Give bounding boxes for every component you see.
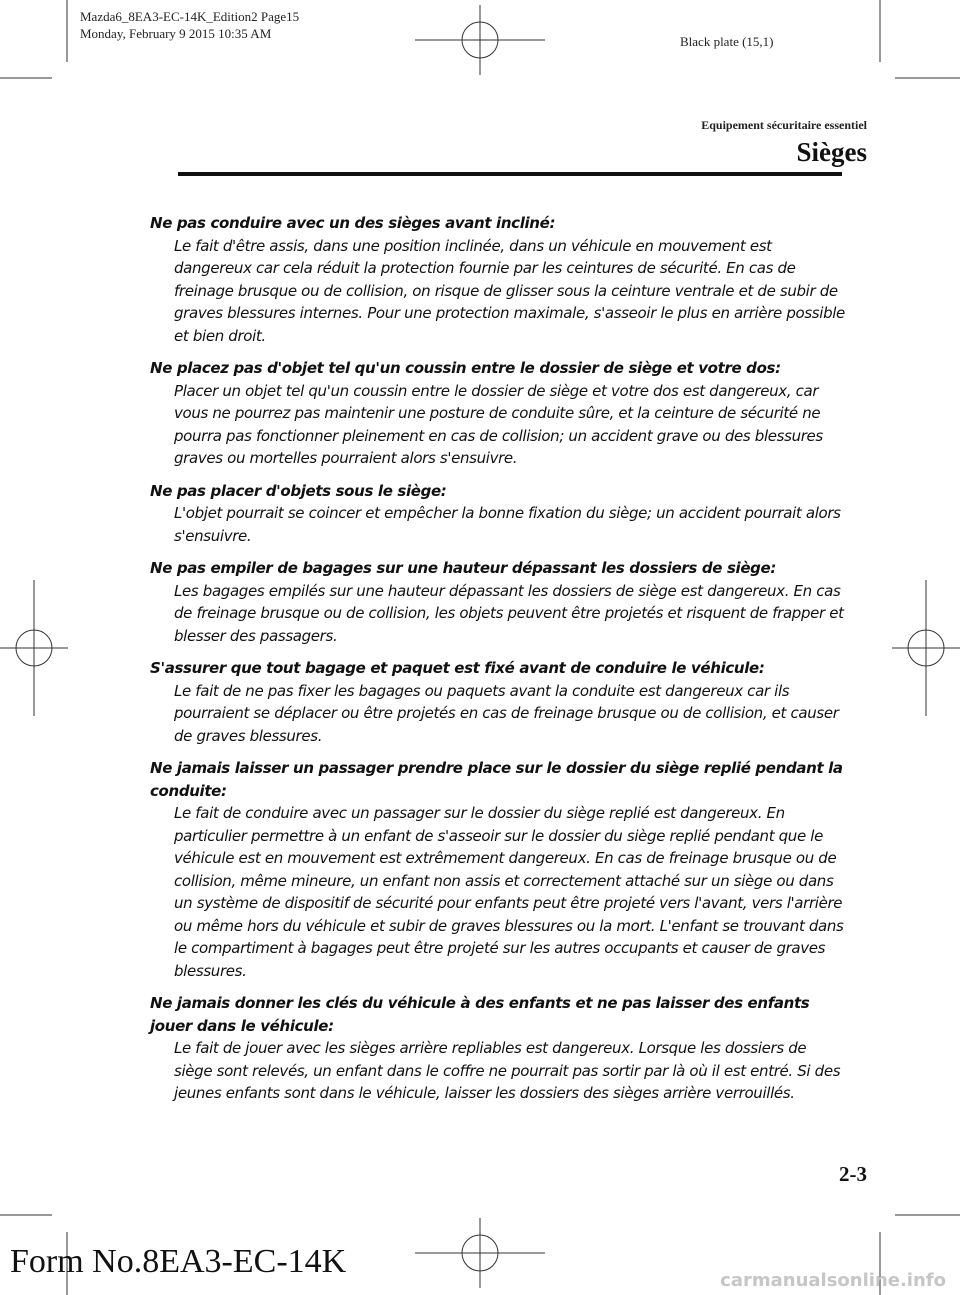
warning-title: Ne pas placer d'objets sous le siège:	[150, 481, 447, 500]
warning-title: Ne pas conduire avec un des sièges avant incliné:	[150, 214, 556, 232]
chapter-title: Sièges	[796, 137, 867, 167]
section-header: Equipement sécuritaire essentiel	[701, 118, 867, 132]
warning-item	[150, 357, 846, 470]
warning-body: L'objet pourrait se coincer et empêcher la bonne fixation du siège; un accident pourrait alors s'ensuivre.	[174, 504, 841, 545]
print-metadata	[80, 8, 299, 42]
warning-item	[150, 657, 846, 747]
warning-title: Ne jamais laisser un passager prendre place sur le dossier du siège replié pendant la conduite:	[150, 759, 843, 800]
warning-item	[150, 757, 846, 982]
warning-item	[150, 212, 846, 347]
warning-item	[150, 992, 846, 1105]
plate-label: Black plate (15,1)	[680, 34, 774, 49]
warning-title: Ne pas empiler de bagages sur une hauteur dépassant les dossiers de siège:	[150, 559, 777, 577]
form-number: Form No.8EA3-EC-14K	[10, 1243, 347, 1280]
warning-body: Le fait de jouer avec les sièges arrière repliables est dangereux. Lorsque les dossiers de siège sont relevés, un enfant dans le coffre ne pourrait pas sortir par là où il est entré. Si des jeunes enfants sont dans le véhicule, laisser les dossiers des sièges arrière verrouillés.	[174, 1039, 841, 1102]
warning-item	[150, 557, 846, 647]
warning-title: S'assurer que tout bagage et paquet est fixé avant de conduire le véhicule:	[150, 659, 765, 677]
page-number: 2-3	[839, 1162, 867, 1186]
warning-body: Le fait de ne pas fixer les bagages ou paquets avant la conduite est dangereux car ils pourraient se déplacer ou être projetés en cas de freinage brusque ou de collision, et causer de graves blessures.	[174, 681, 839, 745]
print-file-line: Mazda6_8EA3-EC-14K_Edition2 Page15	[80, 9, 300, 24]
warning-body: Le fait d'être assis, dans une position inclinée, dans un véhicule en mouvement est dangereux car cela réduit la protection fournie par les ceintures de sécurité. En cas de freinage brusque ou de collision, on risque de glisser sous la ceinture ventrale et de subir de graves blessures internes. Pour une protection maximale, s'asseoir le plus en arrière possible et bien droit.	[174, 236, 845, 345]
print-date-line: Monday, February 9 2015 10:35 AM	[80, 26, 272, 41]
warning-title: Ne placez pas d'objet tel qu'un coussin entre le dossier de siège et votre dos:	[150, 359, 781, 377]
warning-body: Le fait de conduire avec un passager sur le dossier du siège replié est dangereux. En particulier permettre à un enfant de s'asseoir sur le dossier du siège replié pendant que le véhicule est en mouvement est extrêmement dangereux. En cas de freinage brusque ou de collision, même mineure, un enfant non assis et correctement attaché sur un siège ou dans un système de dispositif de sécurité pour enfants peut être projeté vers l'avant, vers l'arrière ou même hors du véhicule et subir de graves blessures ou la mort. L'enfant se trouvant dans le compartiment à bagages peut être projeté sur les autres occupants et causer de graves blessures.	[174, 804, 844, 980]
warning-list	[150, 212, 846, 1115]
watermark: carmanualsonline.info	[720, 1270, 946, 1291]
warning-body: Les bagages empilés sur une hauteur dépassant les dossiers de siège est dangereux. En cas de freinage brusque ou de collision, les objets peuvent être projetés et risquent de frapper et blesser des passagers.	[174, 581, 844, 645]
warning-body: Placer un objet tel qu'un coussin entre le dossier de siège et votre dos est dangereux, car vous ne pourrez pas maintenir une posture de conduite sûre, et la ceinture de sécurité ne pourra pas fonctionner pleinement en cas de collision; un accident grave ou des blessures graves ou mortelles pourraient alors s'ensuivre.	[174, 381, 823, 467]
warning-item	[150, 480, 846, 548]
header-rule	[178, 172, 842, 176]
warning-title: Ne jamais donner les clés du véhicule à des enfants et ne pas laisser des enfants jouer dans le véhicule:	[150, 994, 810, 1035]
